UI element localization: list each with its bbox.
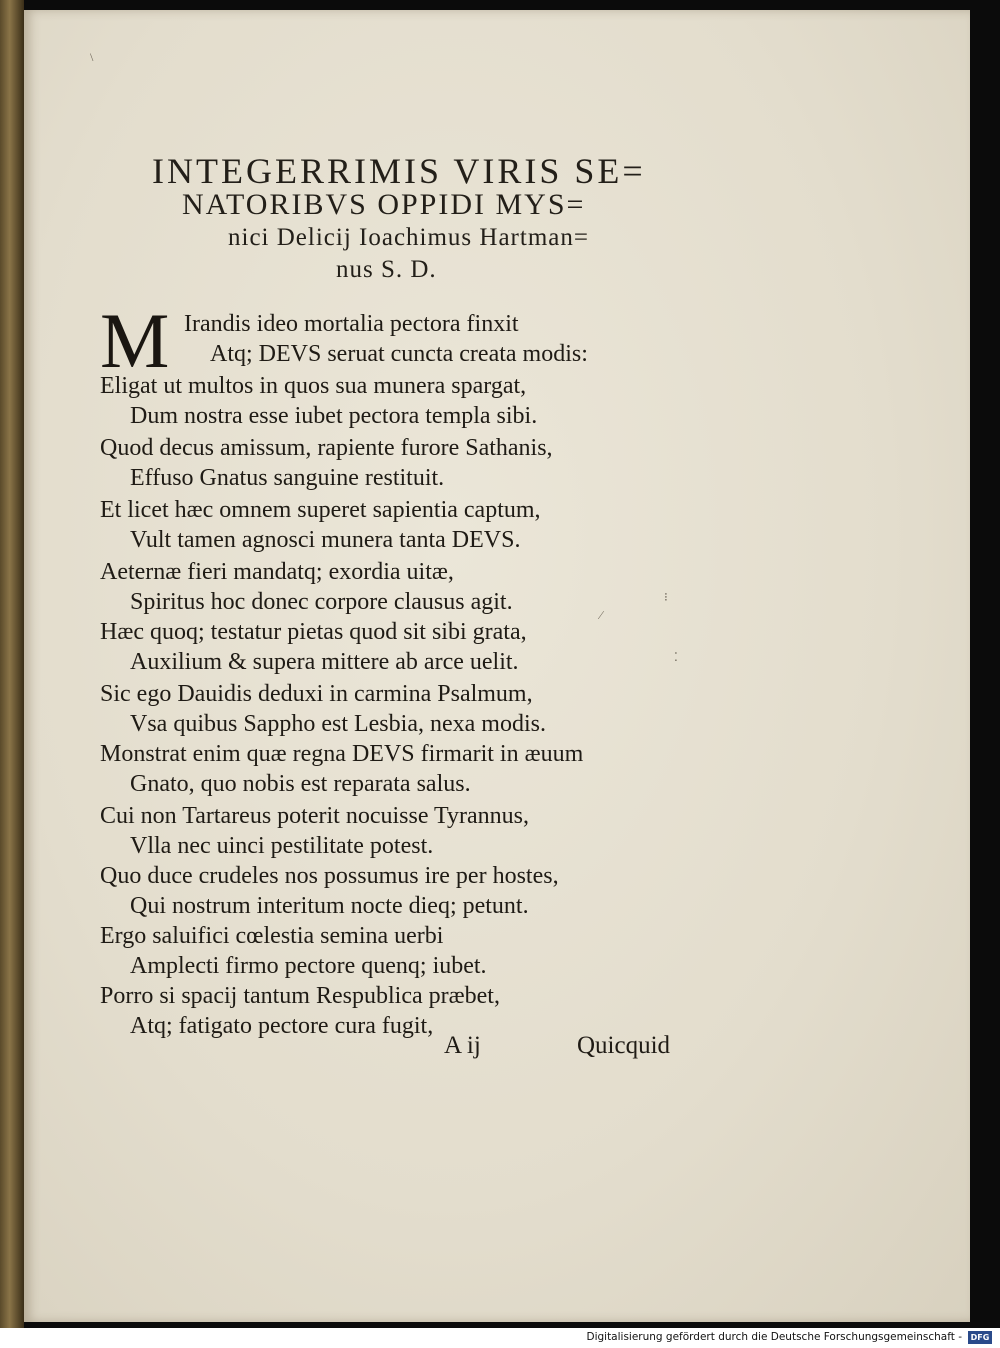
verse-line: Atq; fatigato pectore cura fugit, bbox=[130, 1013, 434, 1039]
heading-line-4: nus S. D. bbox=[336, 256, 437, 283]
verse-line: Spiritus hoc donec corpore clausus agit. bbox=[130, 589, 513, 615]
verse-line: Vsa quibus Sappho est Lesbia, nexa modis. bbox=[130, 711, 546, 737]
drop-capital: M bbox=[100, 297, 170, 384]
paper-speck: \ bbox=[90, 50, 94, 64]
book-spine bbox=[0, 0, 24, 1328]
paper-speck: ⁝ bbox=[664, 590, 668, 604]
verse-line: Dum nostra esse iubet pectora templa sibi. bbox=[130, 403, 538, 429]
verse-line: Vlla nec uinci pestilitate potest. bbox=[130, 833, 434, 859]
digitization-footer bbox=[0, 1328, 1000, 1348]
verse-line: Ergo saluifici cœlestia semina uerbi bbox=[100, 923, 444, 949]
catchword: Quicquid bbox=[577, 1032, 671, 1059]
verse-line: Quo duce crudeles nos possumus ire per hostes, bbox=[100, 863, 559, 889]
verse-line: Aeternæ fieri mandatq; exordia uitæ, bbox=[100, 559, 454, 585]
heading-line-1: INTEGERRIMIS VIRIS SE= bbox=[152, 151, 646, 191]
verse-line: Sic ego Dauidis deduxi in carmina Psalmum, bbox=[100, 681, 533, 707]
verse-line: Auxilium & supera mittere ab arce uelit. bbox=[130, 649, 519, 675]
poem-body bbox=[24, 10, 970, 1322]
verse-line: Et licet hæc omnem superet sapientia captum, bbox=[100, 497, 541, 523]
verse-line: Amplecti firmo pectore quenq; iubet. bbox=[130, 953, 487, 979]
verse-line: Quod decus amissum, rapiente furore Sathanis, bbox=[100, 435, 553, 461]
paper-speck: ⁚ bbox=[674, 650, 678, 664]
verse-line: Cui non Tartareus poterit nocuisse Tyrannus, bbox=[100, 803, 530, 829]
verse-line: Vult tamen agnosci munera tanta DEVS. bbox=[130, 527, 521, 553]
verse-line: Eligat ut multos in quos sua munera spargat, bbox=[100, 373, 527, 399]
dfg-logo: DFG bbox=[968, 1331, 992, 1344]
signature-mark: A ij bbox=[444, 1032, 481, 1059]
verse-line: Porro si spacij tantum Respublica præbet, bbox=[100, 983, 500, 1009]
verse-line: Gnato, quo nobis est reparata salus. bbox=[130, 771, 471, 797]
book-page bbox=[24, 10, 970, 1322]
verse-line: Hæc quoq; testatur pietas quod sit sibi grata, bbox=[100, 619, 527, 645]
verse-line: Effuso Gnatus sanguine restituit. bbox=[130, 465, 445, 491]
verse-line: Monstrat enim quæ regna DEVS firmarit in æuum bbox=[100, 741, 584, 767]
heading-line-3: nici Delicij Ioachimus Hartman= bbox=[228, 224, 589, 251]
footer-credit: Digitalisierung gefördert durch die Deutsche Forschungsgemeinschaft - bbox=[586, 1331, 962, 1343]
verse-line: Irandis ideo mortalia pectora finxit bbox=[184, 311, 519, 337]
verse-line: Atq; DEVS seruat cuncta creata modis: bbox=[210, 341, 588, 367]
verse-line: Qui nostrum interitum nocte dieq; petunt. bbox=[130, 893, 529, 919]
paper-speck: ∕ bbox=[600, 608, 603, 622]
heading-line-2: NATORIBVS OPPIDI MYS= bbox=[182, 188, 586, 221]
